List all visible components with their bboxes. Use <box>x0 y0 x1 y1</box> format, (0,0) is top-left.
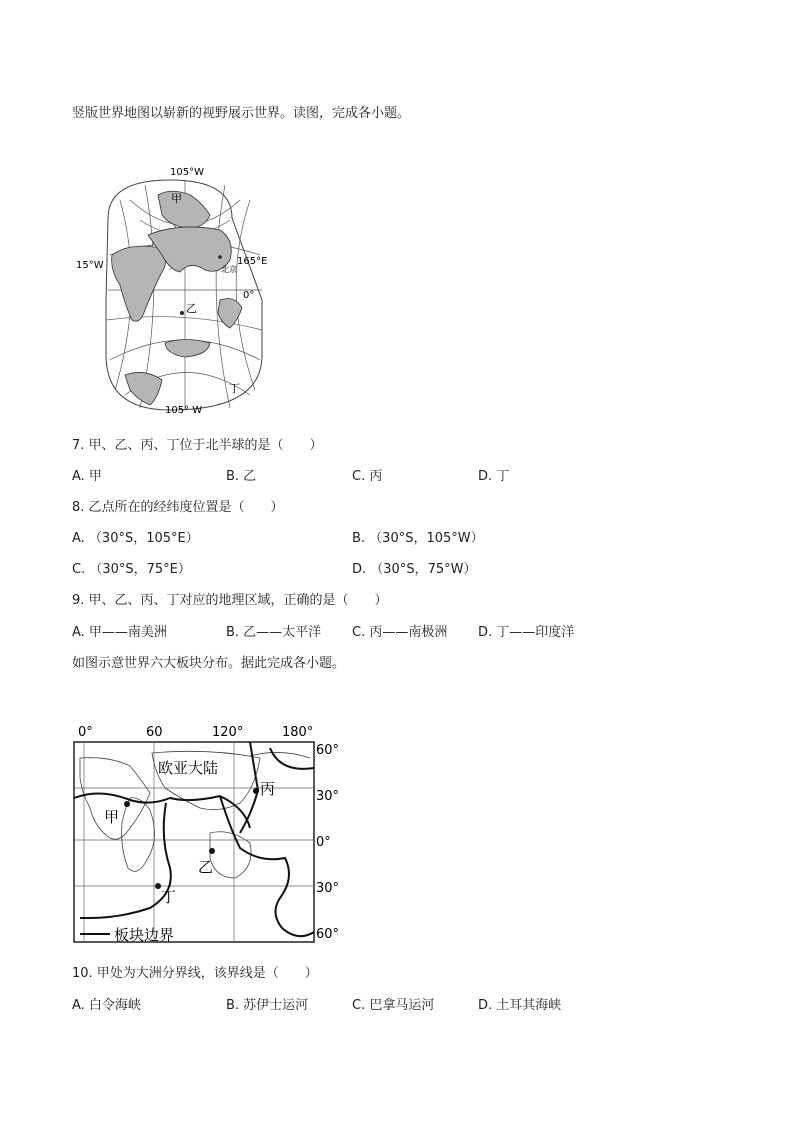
map2-top-tick-180: 180° <box>282 725 314 740</box>
map1-beijing-label: 北京 <box>221 265 237 274</box>
map2-right-tick-30n: 30° <box>316 789 340 804</box>
q7-option-b: B. 乙 <box>226 469 257 484</box>
intro-text-1: 竖版世界地图以崭新的视野展示世界。读图，完成各小题。 <box>72 106 411 121</box>
q9-option-c: C. 丙——南极洲 <box>352 625 448 640</box>
intro-text-2: 如图示意世界六大板块分布。据此完成各小题。 <box>72 656 346 671</box>
q8-option-d: D. （30°S，75°W） <box>352 562 477 577</box>
q10-option-b: B. 苏伊士运河 <box>226 998 309 1013</box>
q9-option-a: A. 甲——南美洲 <box>72 625 167 640</box>
map2-bing-label: 丙 <box>260 780 276 798</box>
map1-yi-label: 乙 <box>186 302 197 315</box>
q7-option-a: A. 甲 <box>72 469 102 484</box>
map2-yi-label: 乙 <box>198 858 214 876</box>
q10-option-d: D. 土耳其海峡 <box>478 998 562 1013</box>
map1-top-lon-label: 105°W <box>170 167 204 178</box>
map2-top-tick-120: 120° <box>212 725 244 740</box>
map2-right-tick-0: 0° <box>316 835 331 850</box>
q10-option-a: A. 白令海峡 <box>72 998 141 1013</box>
map1-jia-label: 甲 <box>171 192 182 205</box>
map1-ding-label: 丁 <box>229 382 240 395</box>
map2-right-tick-30s: 30° <box>316 881 340 896</box>
plate-map <box>70 718 342 946</box>
q9-stem: 9. 甲、乙、丙、丁对应的地理区域，正确的是（ ） <box>72 593 388 608</box>
map2-right-tick-60s: 60° <box>316 927 340 942</box>
q9-option-d: D. 丁——印度洋 <box>478 625 575 640</box>
map2-top-tick-60: 60 <box>146 725 163 740</box>
q7-option-c: C. 丙 <box>352 469 383 484</box>
map1-right-lon-label: 165°E <box>237 256 268 267</box>
map1-zero-label: 0° <box>243 290 255 301</box>
q8-option-a: A. （30°S，105°E） <box>72 531 199 546</box>
q9-option-b: B. 乙——太平洋 <box>226 625 322 640</box>
q8-option-b: B. （30°S，105°W） <box>352 531 484 546</box>
q10-option-c: C. 巴拿马运河 <box>352 998 435 1013</box>
map1-left-lon-label: 15°W <box>76 260 104 271</box>
q8-stem: 8. 乙点所在的经纬度位置是（ ） <box>72 500 284 515</box>
map1-bottom-lon-label: 105° W <box>165 405 203 416</box>
map2-continent-label: 欧亚大陆 <box>158 759 219 777</box>
q7-option-d: D. 丁 <box>478 469 510 484</box>
q10-stem: 10. 甲处为大洲分界线，该界线是（ ） <box>72 966 318 981</box>
map2-ding-label: 丁 <box>161 888 177 906</box>
map2-top-tick-0: 0° <box>78 725 93 740</box>
map2-legend-label: 板块边界 <box>114 926 175 944</box>
q8-option-c: C. （30°S，75°E） <box>72 562 191 577</box>
map2-jia-label: 甲 <box>104 808 120 826</box>
vertical-world-map <box>70 160 270 422</box>
q7-stem: 7. 甲、乙、丙、丁位于北半球的是（ ） <box>72 438 323 453</box>
map2-right-tick-60n: 60° <box>316 743 340 758</box>
